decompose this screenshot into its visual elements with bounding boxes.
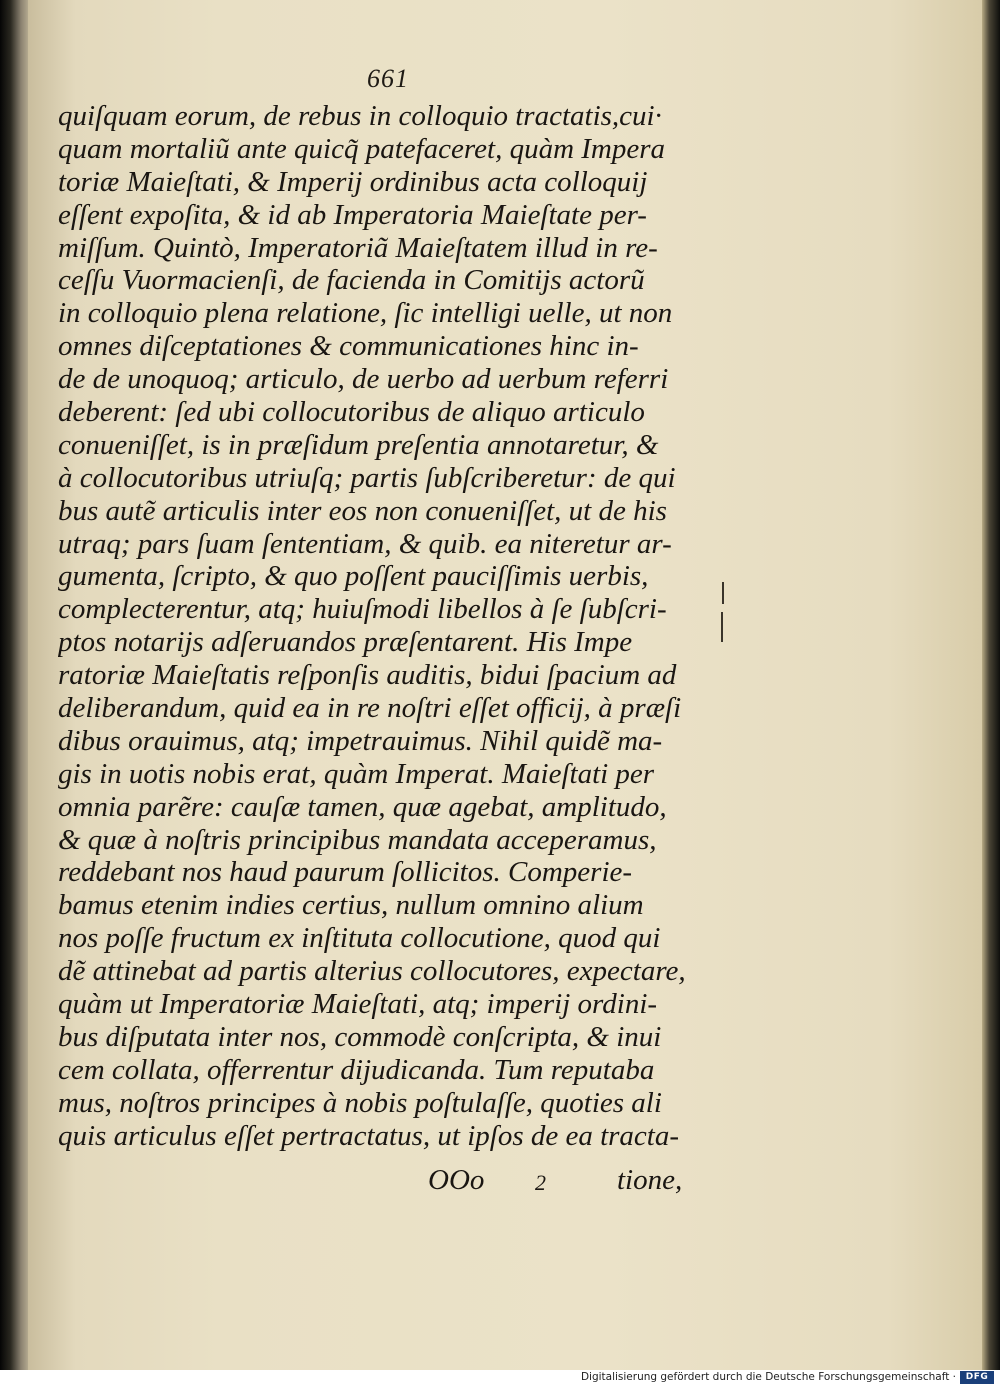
text-line: deberent: ſed ubi collocutoribus de aliquo articulo [58, 396, 645, 429]
book-gutter-edge [0, 0, 30, 1385]
text-line: omnia parẽre: cauſæ tamen, quæ agebat, amplitudo, [58, 790, 667, 823]
text-line: nos poſſe fructum ex inſtituta collocutione, quod qui [58, 922, 661, 955]
text-line: quis articulus eſſet pertractatus, ut ipſos de ea tracta- [58, 1119, 680, 1152]
text-line: dẽ attinebat ad partis alterius collocutores, expectare, [58, 955, 686, 988]
text-line: bus diſputata inter nos, commodè conſcripta, & inui [58, 1020, 662, 1053]
text-line: conueniſſet, is in præſidum preſentia annotaretur, & [58, 428, 659, 461]
page-fore-edge [982, 0, 1000, 1370]
page-number: 661 [367, 64, 409, 93]
text-line: deliberandum, quid ea in re noſtri eſſet officij, à præſi [58, 692, 682, 725]
text-line: eſſent expoſita, & id ab Imperatoria Maieſtate per- [58, 198, 647, 231]
text-line: in colloquio plena relatione, ſic intelligi uelle, ut non [58, 297, 673, 330]
text-line: ptos notarijs adſeruandos præſentarent. His Impe [58, 626, 633, 659]
text-line: miſſum. Quintò, Imperatoriã Maieſtatem illud in re- [58, 231, 658, 264]
text-line: quàm ut Imperatoriæ Maieſtati, atq; imperij ordini- [58, 988, 658, 1021]
text-line: à collocutoribus utriuſq; partis ſubſcriberetur: de qui [58, 461, 676, 494]
text-line: de de unoquoq; articulo, de uerbo ad uerbum referri [58, 363, 669, 396]
margin-mark [721, 612, 723, 642]
text-line: cem collata, offerrentur dijudicanda. Tum reputaba [58, 1053, 655, 1086]
text-line: ratoriæ Maieſtatis reſponſis auditis, bidui ſpacium ad [58, 659, 677, 692]
text-line: & quæ à noſtris principibus mandata acceperamus, [58, 823, 657, 856]
text-line: omnes diſceptationes & communicationes hinc in- [58, 330, 639, 363]
text-line: bus autẽ articulis inter eos non conueniſſet, ut de his [58, 494, 667, 527]
text-line: gumenta, ſcripto, & quo poſſent pauciſſimis uerbis, [58, 560, 649, 593]
text-line: toriæ Maieſtati, & Imperij ordinibus acta colloquij [58, 165, 648, 198]
signature-number: 2 [535, 1170, 546, 1195]
main-text-block [58, 100, 708, 1153]
signature-mark: OOo [428, 1164, 485, 1196]
text-line: gis in uotis nobis erat, quàm Imperat. Maieſtati per [58, 757, 655, 790]
text-line: reddebant nos haud paurum ſollicitos. Comperie- [58, 856, 633, 889]
text-line: complecterentur, atq; huiuſmodi libellos à ſe ſubſcri- [58, 593, 667, 626]
text-line: utraq; pars ſuam ſententiam, & quib. ea niteretur ar- [58, 527, 672, 560]
dfg-logo: DFG [960, 1371, 994, 1384]
text-line: bamus etenim indies certius, nullum omnino alium [58, 889, 644, 922]
text-line: quam mortaliũ ante quicq̃ patefaceret, quàm Impera [58, 132, 666, 165]
text-line: quiſquam eorum, de rebus in colloquio tractatis,cui· [58, 100, 662, 132]
text-line: mus, noſtros principes à nobis poſtulaſſe, quoties ali [58, 1086, 662, 1119]
catchword: tione, [617, 1164, 683, 1196]
text-line: ceſſu Vuormacienſi, de facienda in Comitijs actorũ [58, 264, 645, 297]
funding-credit: Digitalisierung gefördert durch die Deutsche Forschungsgemeinschaft · [580, 1371, 956, 1383]
text-line: dibus orauimus, atq; impetrauimus. Nihil quidẽ ma- [58, 724, 663, 757]
margin-mark [722, 582, 724, 604]
